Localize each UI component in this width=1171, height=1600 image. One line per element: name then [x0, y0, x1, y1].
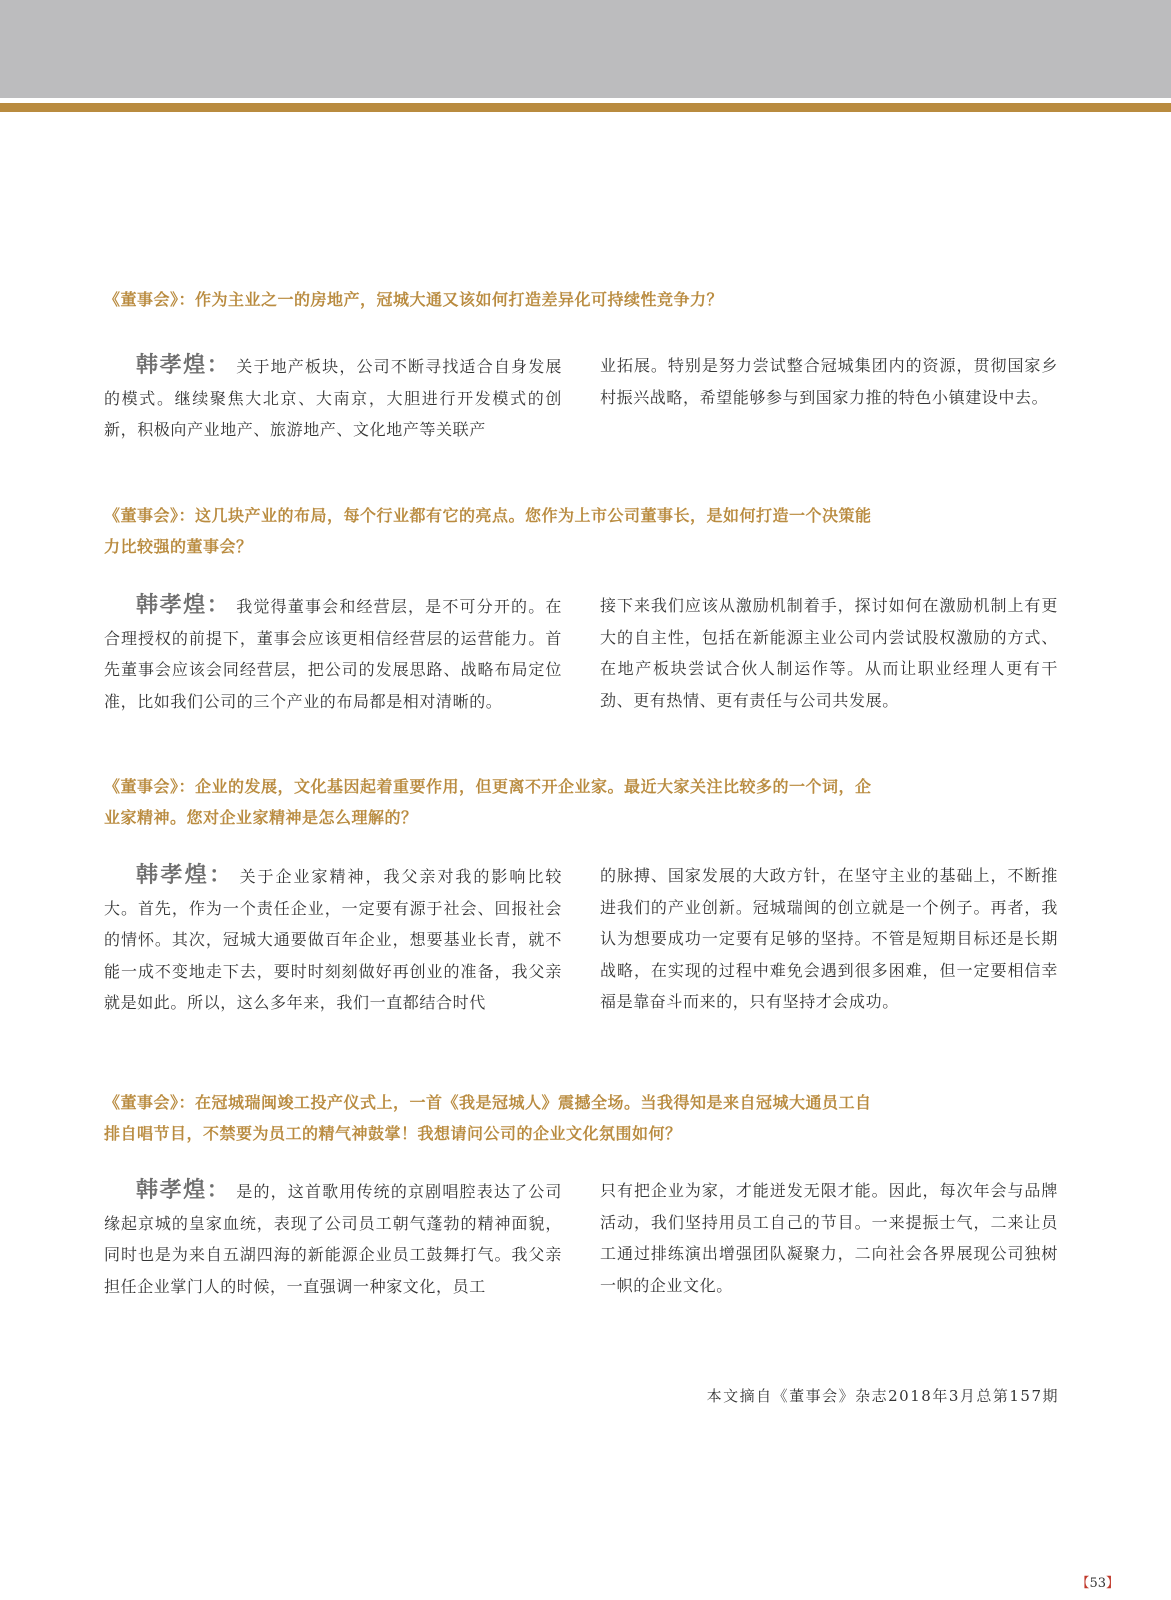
header-band: [0, 0, 1171, 98]
answer-3-right: 的脉搏、国家发展的大政方针，在坚守主业的基础上，不断推进我们的产业创新。冠城瑞闽的创立就是一个例子。再者，我认为想要成功一定要有足够的坚持。不管是短期目标还是长期战略，在实现的过程中难免会遇到很多困难，但一定要相信幸福是靠奋斗而来的，只有坚持才会成功。: [600, 866, 1058, 1011]
answer-4-left-text: 是的，这首歌用传统的京剧唱腔表达了公司缘起京城的皇家血统，表现了公司员工朝气蓬勃的精神面貌，同时也是为来自五湖四海的新能源企业员工鼓舞打气。我父亲担任企业掌门人的时候，一直强调一种家文化，员工: [104, 1182, 562, 1296]
question-3: 《董事会》：企业的发展，文化基因起着重要作用，但更离不开企业家。最近大家关注比较多的一个词，企业家精神。您对企业家精神是怎么理解的？: [104, 777, 872, 827]
answer-1-left: [104, 350, 562, 446]
speaker-name: 韩孝煌：: [136, 353, 231, 378]
question-1: 《董事会》：作为主业之一的房地产，冠城大通又该如何打造差异化可持续性竞争力？: [104, 290, 724, 309]
answer-2-left-text: 我觉得董事会和经营层，是不可分开的。在合理授权的前提下，董事会应该更相信经营层的运营能力。首先董事会应该会同经营层，把公司的发展思路、战略布局定位准，比如我们公司的三个产业的布局都是相对清晰的。: [104, 597, 562, 711]
speaker-name: 韩孝煌：: [136, 1178, 231, 1203]
question-4: 《董事会》：在冠城瑞闽竣工投产仪式上，一首《我是冠城人》震撼全场。当我得知是来自冠城大通员工自排自唱节目，不禁要为员工的精气神鼓掌！我想请问公司的企业文化氛围如何？: [104, 1093, 872, 1143]
answer-4-right: 只有把企业为家，才能迸发无限才能。因此，每次年会与品牌活动，我们坚持用员工自己的节目。一来提振士气，二来让员工通过排练演出增强团队凝聚力，二向社会各界展现公司独树一帜的企业文化。: [600, 1181, 1058, 1295]
answer-3-left-text: 关于企业家精神，我父亲对我的影响比较大。首先，作为一个责任企业，一定要有源于社会、回报社会的情怀。其次，冠城大通要做百年企业，想要基业长青，就不能一成不变地走下去，要时时刻刻做好再创业的准备，我父亲就是如此。所以，这么多年来，我们一直都结合时代: [104, 867, 562, 1012]
answer-1-right: 业拓展。特别是努力尝试整合冠城集团内的资源，贯彻国家乡村振兴战略，希望能够参与到国家力推的特色小镇建设中去。: [600, 356, 1058, 407]
question-2: 《董事会》：这几块产业的布局，每个行业都有它的亮点。您作为上市公司董事长，是如何打造一个决策能力比较强的董事会？: [104, 506, 872, 556]
speaker-name: 韩孝煌：: [136, 593, 231, 618]
answer-2-right: 接下来我们应该从激励机制着手，探讨如何在激励机制上有更大的自主性，包括在新能源主业公司内尝试股权激励的方式、在地产板块尝试合伙人制运作等。从而让职业经理人更有干劲、更有热情、更有责任与公司共发展。: [600, 596, 1058, 710]
speaker-name: 韩孝煌：: [136, 863, 234, 888]
header-accent-line: [0, 103, 1171, 112]
answer-2-left: [104, 590, 562, 717]
page-number-value: 53: [1089, 1576, 1106, 1591]
answer-3-left: [104, 860, 562, 1019]
page-number: 【53】: [1076, 1576, 1119, 1591]
answer-1-left-text: 关于地产板块，公司不断寻找适合自身发展的模式。继续聚焦大北京、大南京，大胆进行开发模式的创新，积极向产业地产、旅游地产、文化地产等关联产: [104, 357, 562, 439]
answer-4-left: [104, 1175, 562, 1302]
source-citation: 本文摘自《董事会》杂志2018年3月总第157期: [706, 1387, 1059, 1405]
